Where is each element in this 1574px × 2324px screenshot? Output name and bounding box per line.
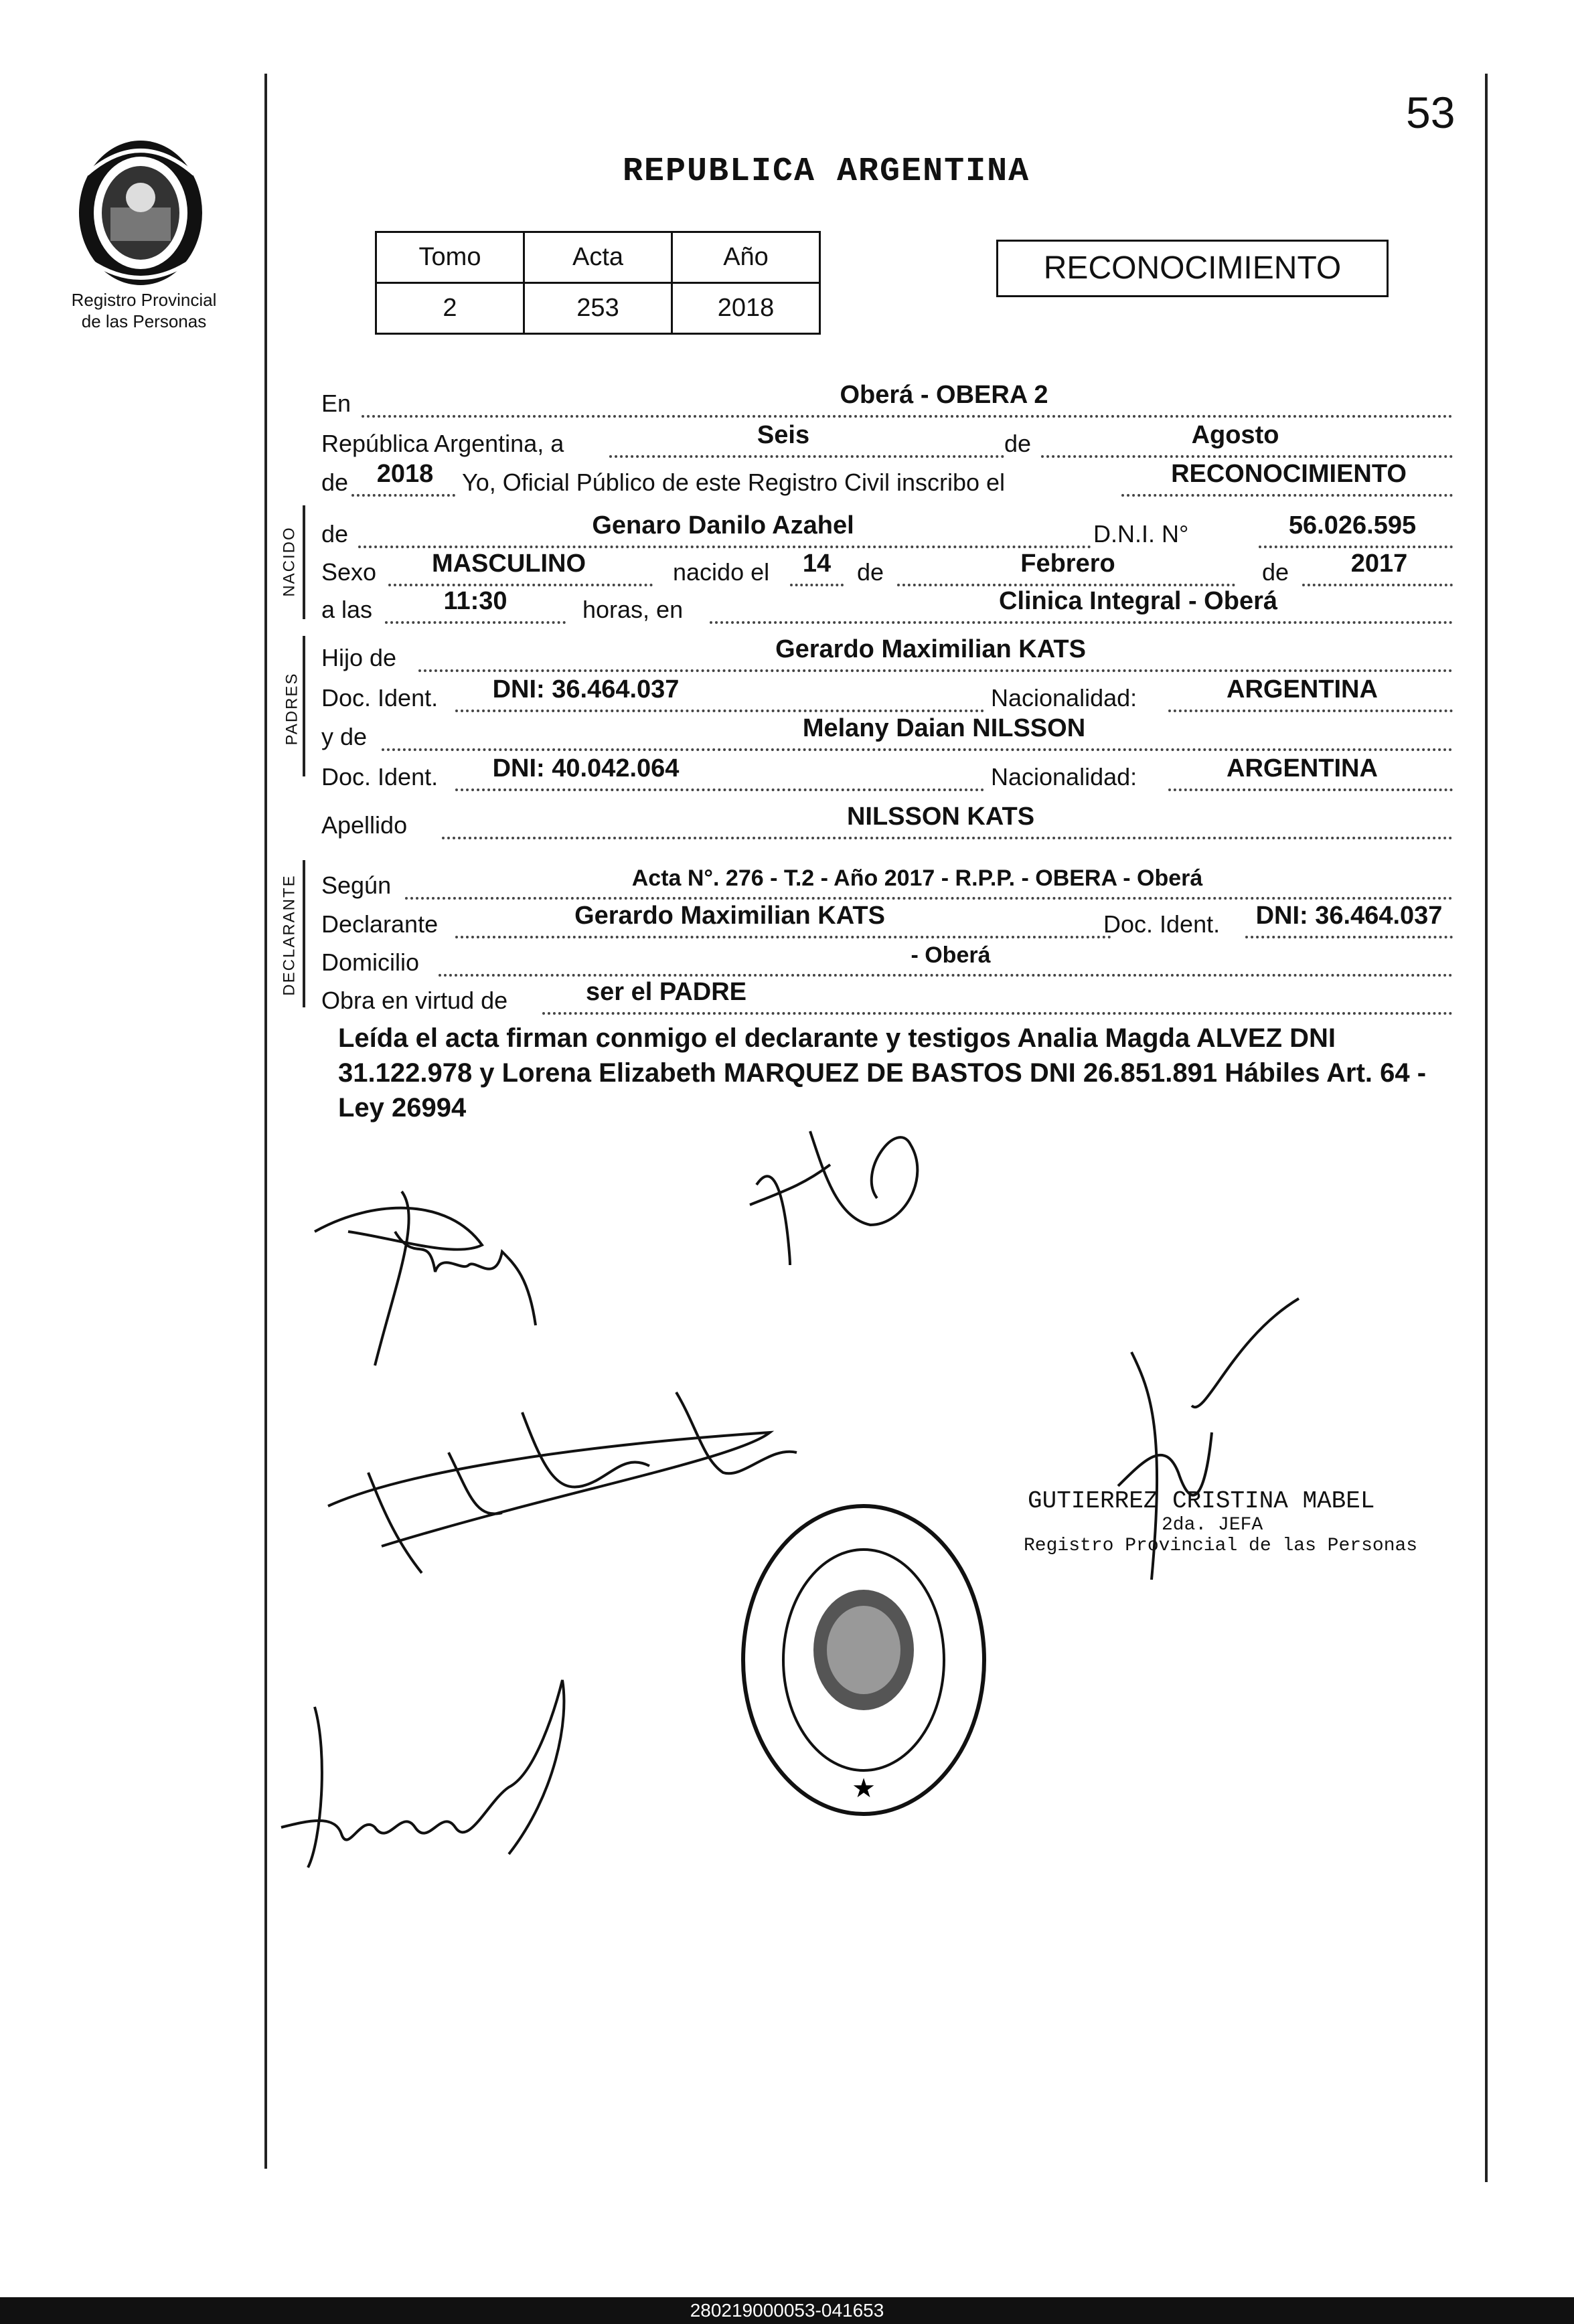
child-dni-value: 56.026.595 xyxy=(1288,511,1417,540)
dotted-line xyxy=(1168,710,1453,712)
page-number: 53 xyxy=(1406,88,1455,137)
line-padre-doc xyxy=(321,676,1453,716)
dotted-line xyxy=(382,748,1453,751)
dotted-line xyxy=(897,584,1235,586)
misiones-seal-icon xyxy=(74,134,208,288)
dotted-line xyxy=(405,897,1453,900)
signature-official-initials xyxy=(736,1091,951,1292)
dotted-line xyxy=(388,584,653,586)
line-madre xyxy=(321,715,1453,755)
document-title: REPUBLICA ARGENTINA xyxy=(623,153,1030,191)
left-margin-line xyxy=(264,74,267,2169)
child-name-value: Genaro Danilo Azahel xyxy=(592,511,854,540)
padres-bracket xyxy=(303,636,305,776)
footer-barcode-text: 280219000053-041653 xyxy=(0,2297,1574,2324)
inscribo-label: Yo, Oficial Público de este Registro Civil inscribo el xyxy=(462,469,1006,496)
dotted-line xyxy=(439,974,1453,977)
birth-place-value: Clinica Integral - Oberá xyxy=(999,587,1277,615)
father-nacionalidad-value: ARGENTINA xyxy=(1227,675,1378,703)
birth-time-value: 11:30 xyxy=(443,587,507,615)
inscribo-value: RECONOCIMIENTO xyxy=(1171,460,1407,488)
nacionalidad-label: Nacionalidad: xyxy=(991,684,1137,712)
line-declarante xyxy=(321,902,1453,942)
registrar-office: Registro Provincial de las Personas xyxy=(1024,1536,1418,1556)
dotted-line xyxy=(358,546,1091,548)
provincial-seal xyxy=(74,134,208,291)
nacionalidad-label: Nacionalidad: xyxy=(991,763,1137,791)
nacido-section-label: NACIDO xyxy=(280,526,299,597)
dotted-line xyxy=(351,494,455,497)
dotted-line xyxy=(609,455,1004,458)
horas-en-label: horas, en xyxy=(582,596,684,623)
father-name-value: Gerardo Maximilian KATS xyxy=(775,635,1086,663)
registrar-block xyxy=(1024,1487,1418,1556)
doc-ident-label: Doc. Ident. xyxy=(321,684,439,712)
line-nacido-name xyxy=(321,512,1453,552)
reference-value-row xyxy=(376,283,820,334)
doc-ident-label: Doc. Ident. xyxy=(321,763,439,791)
de-label: de xyxy=(321,520,349,548)
record-type-box: RECONOCIMIENTO xyxy=(996,240,1389,297)
birth-year-value: 2017 xyxy=(1350,550,1408,578)
registrar-role: 2da. JEFA xyxy=(1162,1515,1263,1536)
declarante-doc-value: DNI: 36.464.037 xyxy=(1255,902,1443,930)
dotted-line xyxy=(710,621,1453,624)
dotted-line xyxy=(1245,936,1453,938)
right-margin-line xyxy=(1485,74,1488,2182)
acta-value: 253 xyxy=(524,283,672,334)
reference-header-row xyxy=(376,232,820,283)
nacido-bracket xyxy=(303,505,305,619)
tomo-header: Tomo xyxy=(376,232,524,283)
dotted-line xyxy=(1121,494,1453,497)
declarante-bracket xyxy=(303,860,305,1007)
line-segun xyxy=(321,863,1453,904)
dotted-line xyxy=(1259,546,1453,548)
oval-stamp-icon xyxy=(736,1499,991,1821)
dotted-line xyxy=(1168,788,1453,791)
hijo-de-label: Hijo de xyxy=(321,644,397,671)
month-value: Agosto xyxy=(1191,421,1279,449)
line-obra xyxy=(321,979,1453,1019)
mother-nacionalidad-value: ARGENTINA xyxy=(1227,754,1378,782)
declarante-label: Declarante xyxy=(321,910,439,938)
seal-caption-line2: de las Personas xyxy=(81,311,207,331)
obra-value: ser el PADRE xyxy=(585,978,747,1006)
en-label: En xyxy=(321,390,351,417)
birth-month-value: Febrero xyxy=(1020,550,1115,578)
year-value: 2018 xyxy=(376,460,434,488)
registrar-name: GUTIERREZ CRISTINA MABEL xyxy=(1028,1487,1375,1515)
de-label: de xyxy=(1262,558,1289,586)
segun-value: Acta N°. 276 - T.2 - Año 2017 - R.P.P. - OBERA - Oberá xyxy=(631,865,1203,891)
line-madre-doc xyxy=(321,755,1453,795)
tomo-value: 2 xyxy=(376,283,524,334)
line-nacido-hora xyxy=(321,588,1453,628)
mother-doc-value: DNI: 40.042.064 xyxy=(492,754,680,782)
line-en xyxy=(321,382,1453,422)
line-apellido xyxy=(321,803,1453,843)
dotted-line xyxy=(1041,455,1453,458)
sexo-label: Sexo xyxy=(321,558,377,586)
doc-ident-label: Doc. Ident. xyxy=(1103,910,1221,938)
dotted-line xyxy=(455,936,1111,938)
dotted-line xyxy=(442,837,1453,839)
mother-name-value: Melany Daian NILSSON xyxy=(802,714,1086,742)
line-padre xyxy=(321,636,1453,676)
a-las-label: a las xyxy=(321,596,373,623)
nacido-el-label: nacido el xyxy=(673,558,770,586)
dotted-line xyxy=(1302,584,1453,586)
acta-header: Acta xyxy=(524,232,672,283)
father-doc-value: DNI: 36.464.037 xyxy=(492,675,680,703)
declarante-value: Gerardo Maximilian KATS xyxy=(574,902,885,930)
line-nacido-sexo xyxy=(321,550,1453,590)
anio-value: 2018 xyxy=(672,283,820,334)
closing-note: Leída el acta firman conmigo el declarante y testigos Analia Magda ALVEZ DNI 31.122.978 y Lorena Elizabeth MARQUEZ DE BASTOS DNI 26.851.891 Hábiles Art. 64 - Ley 26994 xyxy=(338,1023,1427,1123)
dotted-line xyxy=(418,669,1453,672)
apellido-label: Apellido xyxy=(321,811,408,839)
seal-caption-line1: Registro Provincial xyxy=(71,290,217,310)
declarante-section-label: DECLARANTE xyxy=(280,874,299,996)
apellido-value: NILSSON KATS xyxy=(846,803,1035,831)
de-label: de xyxy=(1004,430,1032,457)
delegation-stamp xyxy=(736,1499,991,1824)
republica-label: República Argentina, a xyxy=(321,430,564,457)
seal-caption xyxy=(47,289,241,332)
en-value: Oberá - OBERA 2 xyxy=(840,381,1048,409)
svg-text:★: ★ xyxy=(852,1773,876,1804)
signature-declarante xyxy=(295,1151,629,1379)
dotted-line xyxy=(362,415,1453,418)
sexo-value: MASCULINO xyxy=(431,550,586,578)
segun-label: Según xyxy=(321,872,392,899)
day-value: Seis xyxy=(757,421,810,449)
line-inscribo xyxy=(321,461,1453,501)
domicilio-label: Domicilio xyxy=(321,948,420,976)
line-domicilio xyxy=(321,940,1453,981)
obra-label: Obra en virtud de xyxy=(321,987,508,1014)
dotted-line xyxy=(455,788,984,791)
de-label: de xyxy=(857,558,884,586)
dotted-line xyxy=(790,584,844,586)
dni-label: D.N.I. N° xyxy=(1093,520,1189,548)
signature-witness-2 xyxy=(268,1667,616,1888)
de2-label: de xyxy=(321,469,349,496)
padres-section-label: PADRES xyxy=(283,672,301,746)
domicilio-value: - Oberá xyxy=(911,942,991,968)
birth-day-value: 14 xyxy=(802,550,832,578)
line-republica xyxy=(321,422,1453,462)
dotted-line xyxy=(385,621,566,624)
y-de-label: y de xyxy=(321,723,368,750)
dotted-line xyxy=(542,1012,1453,1015)
anio-header: Año xyxy=(672,232,820,283)
dotted-line xyxy=(455,710,984,712)
reference-table xyxy=(375,231,821,335)
